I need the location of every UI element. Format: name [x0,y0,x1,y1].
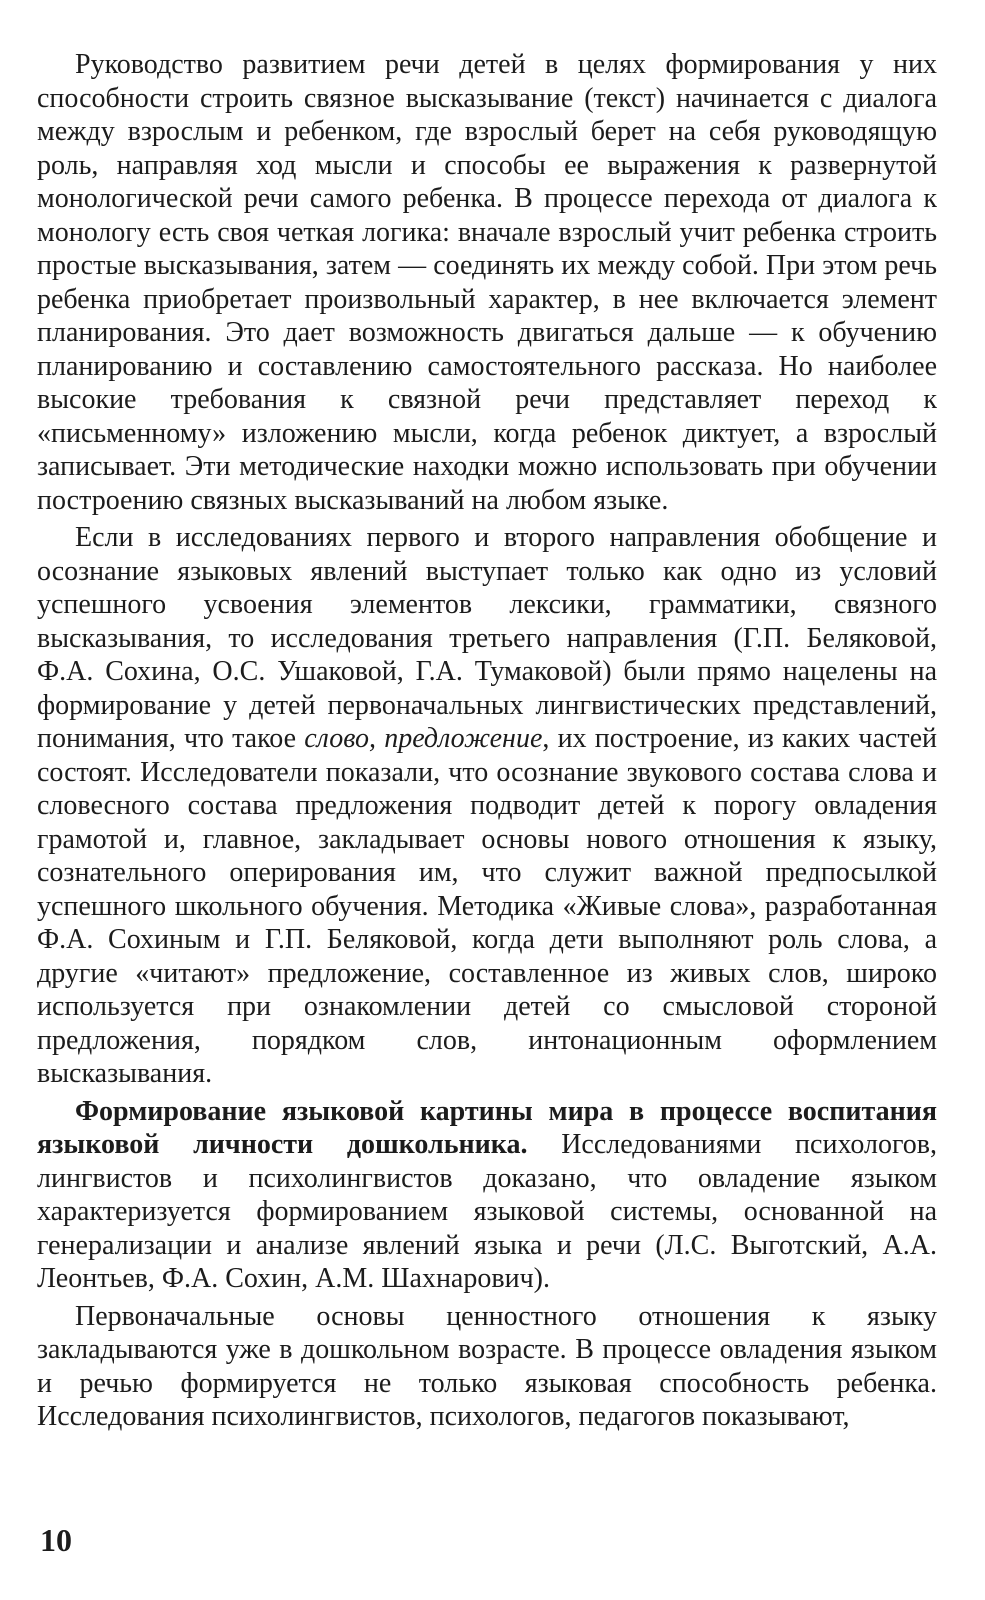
page-number: 10 [40,1522,72,1558]
paragraph-text: Если в исследованиях первого и второго направления обобщение и осознание языковых явлений выступает только как одно из условий успешного усвоения элементов лексики, грамматики, связного высказывания, то исследования третьего направления (Г.П. Беляковой, Ф.А. Сохина, О.С. Ушаковой, Г.А. Тумаковой) были прямо нацелены на формирование у детей первоначальных лингвистических представлений, понимания, что такое [37,522,937,754]
paragraph-linguistic-awareness [37,521,937,1091]
section-heading-inline: Формирование языковой картины мира в процессе воспитания языковой личности дошкольника. [37,1095,937,1160]
paragraph-language-worldview [37,1095,937,1296]
italic-term: слово, предложение [304,723,543,754]
paragraph-value-attitude [37,1300,937,1434]
page-body [37,48,937,1438]
paragraph-text: Первоначальные основы ценностного отношения к языку закладываются уже в дошкольном возрасте. В процессе овладения языком и речью формируется не только языковая способность ребенка. Исследования психолингвистов, психологов, педагогов показывают, [37,1300,937,1432]
paragraph-text: Руководство развитием речи детей в целях формирования у них способности строить связное высказывание (текст) начинается с диалога между взрослым и ребенком, где взрослый берет на себя руководящую роль, направляя ход мысли и способы ее выражения к развернутой монологической речи самого ребенка. В процессе перехода от диалога к монологу есть своя четкая логика: вначале взрослый учит ребенка строить простые высказывания, затем — соединять их между собой. При этом речь ребенка приобретает произвольный характер, в нее включается элемент планирования. Это дает возможность двигаться дальше — к обучению планированию и составлению самостоятельного рассказа. Но наиболее высокие требования к связной речи представляет переход к «письменному» изложению мысли, когда ребенок диктует, а взрослый записывает. Эти методические находки можно использовать при обучении построению связных высказываний на любом языке. [37,49,937,516]
paragraph-speech-development [37,48,937,517]
paragraph-text: , их построение, из каких частей состоят. Исследователи показали, что осознание звукового состава слова и словесного состава предложения подводит детей к порогу овладения грамотой и, главное, закладывает основы нового отношения к языку, сознательного оперирования им, что служит важной предпосылкой успешного школьного обучения. Методика «Живые слова», разработанная Ф.А. Сохиным и Г.П. Беляковой, когда дети выполняют роль слова, а другие «читают» предложение, составленное из живых слов, широко используется при ознакомлении детей со смысловой стороной предложения, порядком слов, интонационным оформлением высказывания. [37,723,937,1089]
paragraph-text: Исследованиями психологов, лингвистов и психолингвистов доказано, что овладение языком характеризуется формированием языковой системы, основанной на генерализации и анализе явлений языка и речи (Л.С. Выготский, А.А. Леонтьев, Ф.А. Сохин, А.М. Шахнарович). [37,1129,937,1294]
